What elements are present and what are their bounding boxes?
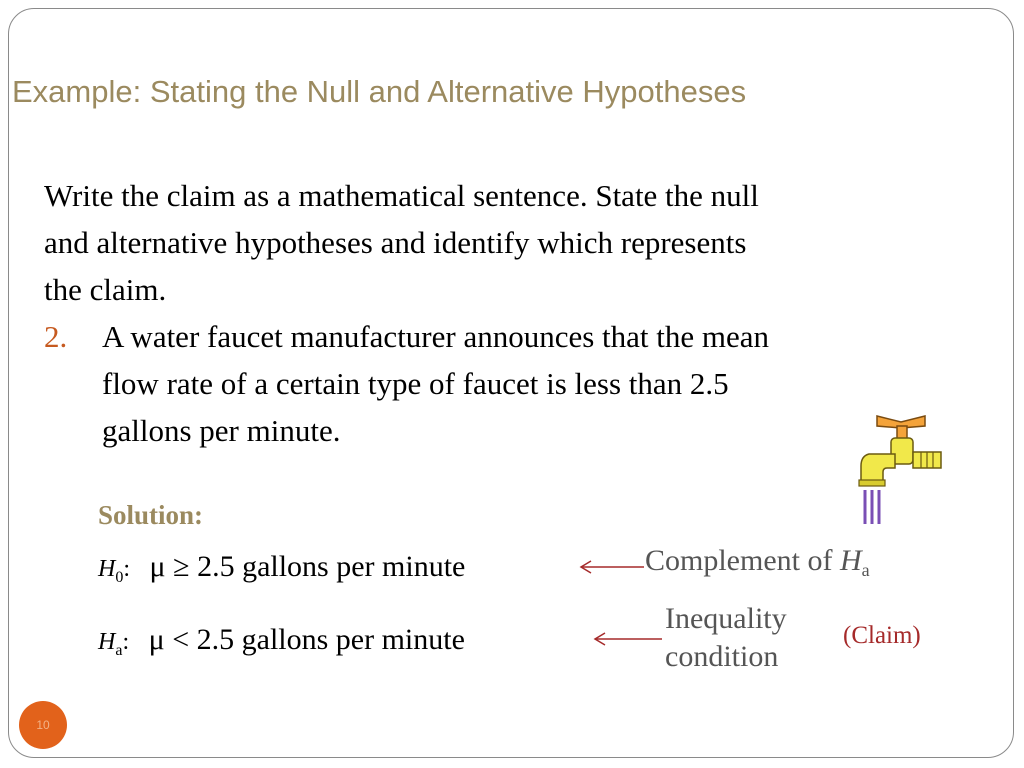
item-number: 2.: [44, 319, 68, 354]
inequality-line-2: condition: [665, 640, 779, 673]
h0-symbol: H: [98, 556, 116, 582]
intro-line-1: Write the claim as a mathematical sentence. State the null: [44, 178, 759, 213]
intro-line-3: the claim.: [44, 272, 167, 307]
page-number-badge: 10: [19, 701, 67, 749]
slide-title: Example: Stating the Null and Alternative Hypotheses: [12, 74, 747, 109]
ha-statement: μ < 2.5 gallons per minute: [148, 623, 465, 656]
h0-colon: :: [123, 556, 131, 582]
h0-subscript: 0: [115, 569, 124, 586]
inequality-line-1: Inequality: [665, 602, 787, 635]
claim-annotation: (Claim): [843, 622, 921, 649]
solution-label: Solution:: [98, 500, 204, 530]
left-arrow-icon: [592, 629, 662, 649]
item-line-3: gallons per minute.: [102, 413, 341, 448]
faucet-icon: [855, 404, 947, 528]
ha-subscript: a: [115, 642, 123, 659]
alternative-hypothesis: [98, 623, 465, 660]
complement-symbol: H: [839, 544, 862, 577]
inequality-annotation: [665, 600, 835, 676]
complement-annotation: [645, 544, 870, 581]
intro-line-2: and alternative hypotheses and identify which represents: [44, 225, 747, 260]
item-text: [102, 313, 962, 454]
item-line-2: flow rate of a certain type of faucet is less than 2.5: [102, 366, 729, 401]
ha-symbol: H: [98, 629, 116, 655]
complement-subscript: a: [861, 560, 870, 580]
h0-statement: μ ≥ 2.5 gallons per minute: [149, 550, 466, 583]
slide-body: [44, 172, 984, 454]
ha-colon: :: [122, 629, 130, 655]
null-hypothesis: [98, 550, 465, 587]
item-line-1: A water faucet manufacturer announces that the mean: [102, 319, 770, 354]
numbered-item: [44, 313, 984, 454]
left-arrow-icon: [578, 557, 644, 577]
complement-text: Complement of: [645, 544, 840, 577]
